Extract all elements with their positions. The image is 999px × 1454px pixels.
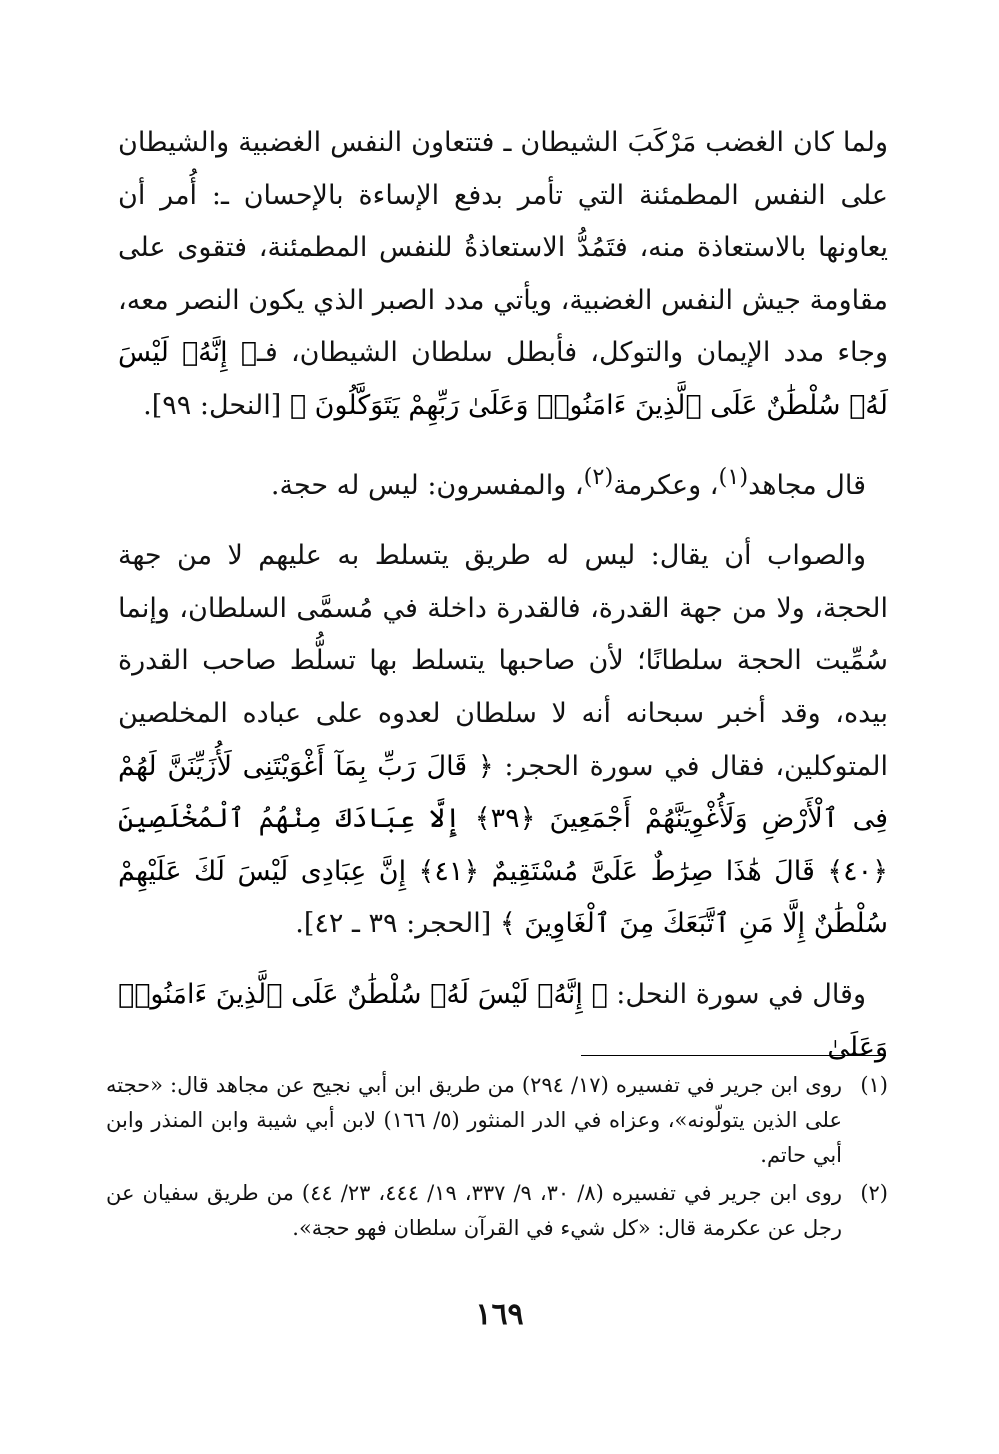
footnotes (106, 1068, 888, 1250)
footnote-marker[interactable]: (١) (718, 463, 749, 490)
page-number: ١٦٩ (475, 1297, 524, 1332)
footnote (106, 1068, 888, 1172)
text-run: [النحل: ٩٩]. (143, 389, 290, 421)
main-text (118, 117, 888, 1092)
text-run: قال مجاهد (748, 469, 866, 501)
text-run: والصواب أن يقال: ليس له طريق يتسلط به عليهم لا من جهة الحجة، ولا من جهة القدرة، فالقدرة داخلة في مُسمَّى السلطان، وإنما سُمِّيت الحجة سلطانًا؛ لأن صاحبها يتسلط بها تسلُّط صاحب القدرة بيده، وقد أخبر سبحانه أنه لا سلطان لعدوه على عباده المخلصين المتوكلين، فقال في سورة الحجر: (118, 540, 888, 782)
text-run: ولما كان الغضب مَرْكَبَ الشيطان ـ فتتعاون النفس الغضبية والشيطان على النفس المطمئنة التي تأمر بدفع الإساءة بالإحسان ـ: أُمر أن يعاونها بالاستعاذة منه، فتَمُدُّ الاستعاذةُ للنفس المطمئنة، فتقوى على مقاومة جيش النفس الغضبية، ويأتي مدد الصبر الذي يكون النصر معه، وجاء مدد الإيمان والتوكل، فأبطل سلطان الشيطان، فـ (118, 127, 888, 369)
paragraph (118, 451, 888, 513)
text-run: ، وعكرمة (613, 469, 719, 501)
footnote-number: (١) (860, 1073, 888, 1097)
footnote-text: روى ابن جرير في تفسيره (٨/ ٣٠، ٩/ ٣٣٧، ١٩/ ٤٤٤، ٢٣/ ٤٤) من طريق سفيان عن رجل عن عكرمة قال: «كل شيء في القرآن سلطان فهو حجة». (106, 1181, 843, 1241)
paragraph (118, 969, 888, 1074)
footnote-separator (581, 1055, 886, 1056)
text-run: ، والمفسرون: ليس له حجة. (270, 469, 584, 501)
footnote-number: (٢) (860, 1181, 888, 1206)
text-run: [الحجر: ٣٩ ـ ٤٢]. (295, 908, 500, 940)
quran-quote: ﴿ قَالَ رَبِّ بِمَآ أَغْوَيْتَنِى لَأُزَيِّنَنَّ لَهُمْ فِى ٱلْأَرْضِ وَلَأُغْوِيَنَّهُمْ أَجْمَعِينَ ﴿٣٩﴾ إِلَّا عِبَادَكَ مِنْهُمُ ٱلْمُخْلَصِينَ ﴿٤٠﴾ قَالَ هَٰذَا صِرَٰطٌ عَلَىَّ مُسْتَقِيمٌ ﴿٤١﴾ إِنَّ عِبَادِى لَيْسَ لَكَ عَلَيْهِمْ سُلْطَٰنٌ إِلَّا مَنِ ٱتَّبَعَكَ مِنَ ٱلْغَاوِينَ ﴾ (118, 750, 889, 940)
footnote-marker[interactable]: (٢) (583, 463, 614, 490)
quran-quote: ﴿ إِنَّهُۥ لَيْسَ لَهُۥ سُلْطَٰنٌ عَلَى ٱلَّذِينَ ءَامَنُوا۟ وَعَلَىٰ رَبِّهِمْ يَتَوَكَّلُونَ ﴾ (118, 337, 888, 421)
quran-quote: ﴿ إِنَّهُۥ لَيْسَ لَهُۥ سُلْطَٰنٌ عَلَى ٱلَّذِينَ ءَامَنُوا۟ وَعَلَىٰ (118, 978, 888, 1063)
paragraph (118, 117, 888, 433)
footnote-text: روى ابن جرير في تفسيره (١٧/ ٢٩٤) من طريق ابن أبي نجيح عن مجاهد قال: «حجته على الذين يتولّونه»، وعزاه في الدر المنثور (٥/ ١٦٦) لابن أبي شيبة وابن المنذر وابن أبي حاتم. (106, 1073, 842, 1167)
text-run: وقال في سورة النحل: (607, 978, 866, 1010)
paragraph (118, 530, 888, 951)
footnote (106, 1176, 888, 1246)
